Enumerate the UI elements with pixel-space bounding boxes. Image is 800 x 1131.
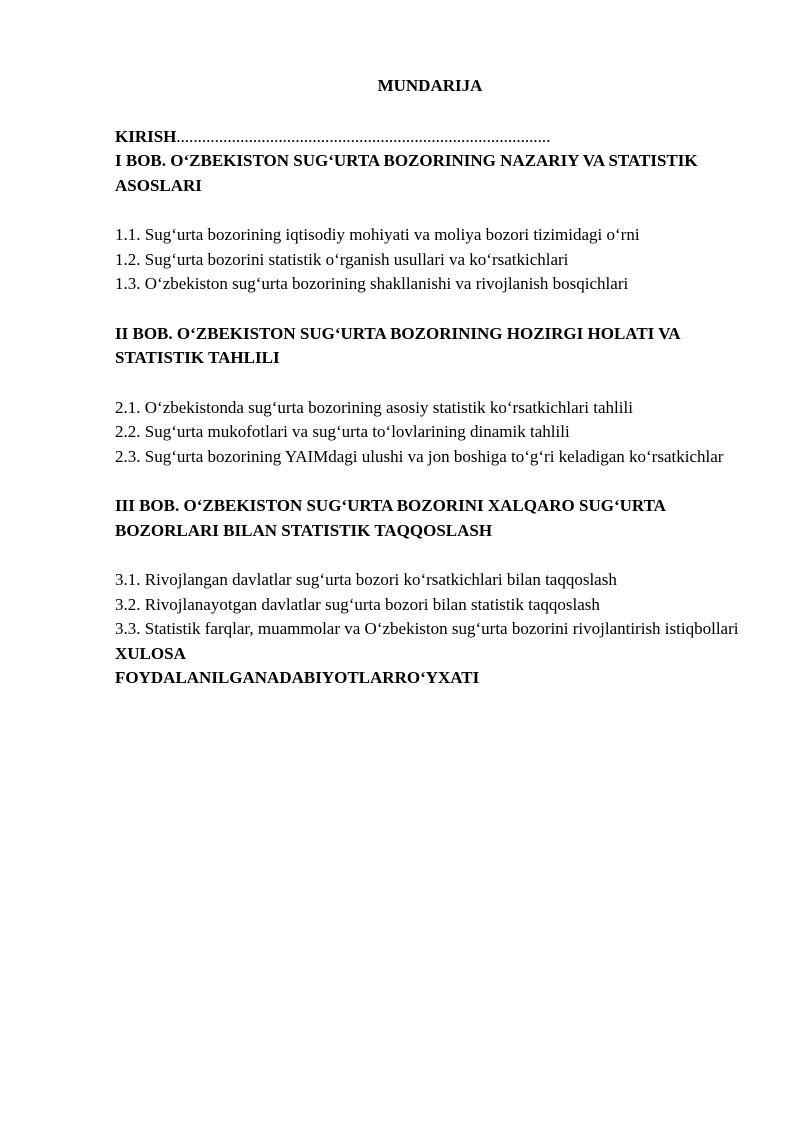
chapter-1-heading: I BOB. O‘ZBEKISTON SUG‘URTA BOZORINING NAZARIY VA STATISTIK ASOSLARI <box>115 151 698 195</box>
table-of-contents <box>115 74 745 691</box>
toc-entry-references: FOYDALANILGANADABIYOTLARRO‘YXATI <box>115 668 480 687</box>
chapter-1-sections <box>115 223 745 297</box>
chapter-2-heading: II BOB. O‘ZBEKISTON SUG‘URTA BOZORINING HOZIRGI HOLATI VA STATISTIK TAHLILI <box>115 323 680 367</box>
toc-entry-intro <box>115 125 745 150</box>
toc-section-2-3: 2.3. Sug‘urta bozorining YAIMdagi ulushi va jon boshiga to‘g‘ri keladigan ko‘rsatkichlar <box>115 446 724 466</box>
toc-section-3-1: 3.1. Rivojlangan davlatlar sug‘urta bozori ko‘rsatkichlari bilan taqqoslash <box>115 570 617 589</box>
toc-section-2-1: 2.1. O‘zbekistonda sug‘urta bozorining asosiy statistik ko‘rsatkichlari tahlili <box>115 397 633 417</box>
page-title: MUNDARIJA <box>377 76 483 95</box>
toc-section-2-2: 2.2. Sug‘urta mukofotlari va sug‘urta to‘lovlarining dinamik tahlili <box>115 422 570 441</box>
toc-entry-conclusion: XULOSA <box>115 643 186 663</box>
chapter-2-sections <box>115 396 745 470</box>
intro-dot-leader: ........................................................................................ <box>176 126 551 146</box>
chapter-3-sections <box>115 568 745 642</box>
toc-section-1-3: 1.3. O‘zbekiston sug‘urta bozorining shakllanishi va rivojlanish bosqichlari <box>115 274 629 293</box>
toc-section-1-2: 1.2. Sug‘urta bozorini statistik o‘rganish usullari va ko‘rsatkichlari <box>115 249 569 269</box>
chapter-3-heading: III BOB. O‘ZBEKISTON SUG‘URTA BOZORINI XALQARO SUG‘URTA BOZORLARI BILAN STATISTIK TAQQOSLASH <box>115 496 666 540</box>
toc-section-3-3: 3.3. Statistik farqlar, muammolar va O‘zbekiston sug‘urta bozorini rivojlantirish istiqbollari <box>115 619 739 638</box>
intro-label: KIRISH <box>115 126 177 146</box>
toc-section-1-1: 1.1. Sug‘urta bozorining iqtisodiy mohiyati va moliya bozori tizimidagi o‘rni <box>115 225 640 244</box>
toc-section-3-2: 3.2. Rivojlanayotgan davlatlar sug‘urta bozori bilan statistik taqqoslash <box>115 594 600 614</box>
